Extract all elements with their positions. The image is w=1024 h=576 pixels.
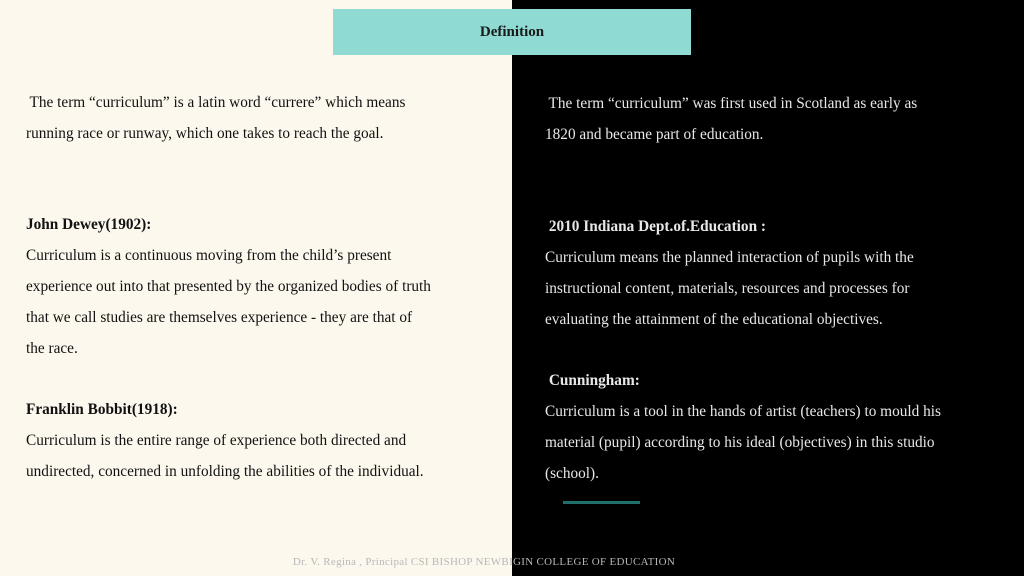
bobbit-definition: [26, 394, 424, 487]
cunningham-line-2: material (pupil) according to his ideal (objectives) in this studio: [545, 434, 935, 451]
right-intro-line-1: The term “curriculum” was first used in Scotland as early as: [545, 95, 918, 112]
indiana-line-1: Curriculum means the planned interaction of pupils with the: [545, 249, 914, 266]
cunningham-line-3: (school).: [545, 465, 599, 482]
slide-title: Definition: [333, 9, 691, 55]
cunningham-heading: Cunningham:: [545, 372, 640, 389]
cunningham-line-1: Curriculum is a tool in the hands of artist (teachers) to mould his: [545, 403, 941, 420]
footer-text: Dr. V. Regina , Principal CSI BISHOP NEWBIGIN COLLEGE OF EDUCATION: [292, 556, 676, 568]
dewey-line-2: experience out into that presented by the organized bodies of truth: [26, 278, 431, 295]
dewey-line-1: Curriculum is a continuous moving from the child’s present: [26, 247, 392, 264]
footer: [0, 556, 1024, 568]
left-intro: [26, 87, 405, 149]
indiana-line-2: instructional content, materials, resources and processes for: [545, 280, 910, 297]
indiana-line-3: evaluating the attainment of the educational objectives.: [545, 311, 883, 328]
indiana-definition: [545, 211, 914, 335]
bobbit-line-2: undirected, concerned in unfolding the abilities of the individual.: [26, 463, 424, 480]
dewey-definition: [26, 209, 431, 364]
left-intro-line-2: running race or runway, which one takes to reach the goal.: [26, 125, 384, 142]
accent-divider: [563, 501, 640, 504]
left-intro-line-1: The term “curriculum” is a latin word “currere” which means: [26, 94, 406, 111]
right-intro: [545, 88, 917, 150]
cunningham-definition: [545, 365, 941, 489]
dewey-line-4: the race.: [26, 340, 78, 357]
dewey-heading: John Dewey(1902):: [26, 216, 152, 233]
bobbit-heading: Franklin Bobbit(1918):: [26, 401, 178, 418]
dewey-line-3: that we call studies are themselves experience - they are that of: [26, 309, 413, 326]
bobbit-line-1: Curriculum is the entire range of experience both directed and: [26, 432, 407, 449]
indiana-heading: 2010 Indiana Dept.of.Education :: [545, 218, 766, 235]
right-intro-line-2: 1820 and became part of education.: [545, 126, 764, 143]
